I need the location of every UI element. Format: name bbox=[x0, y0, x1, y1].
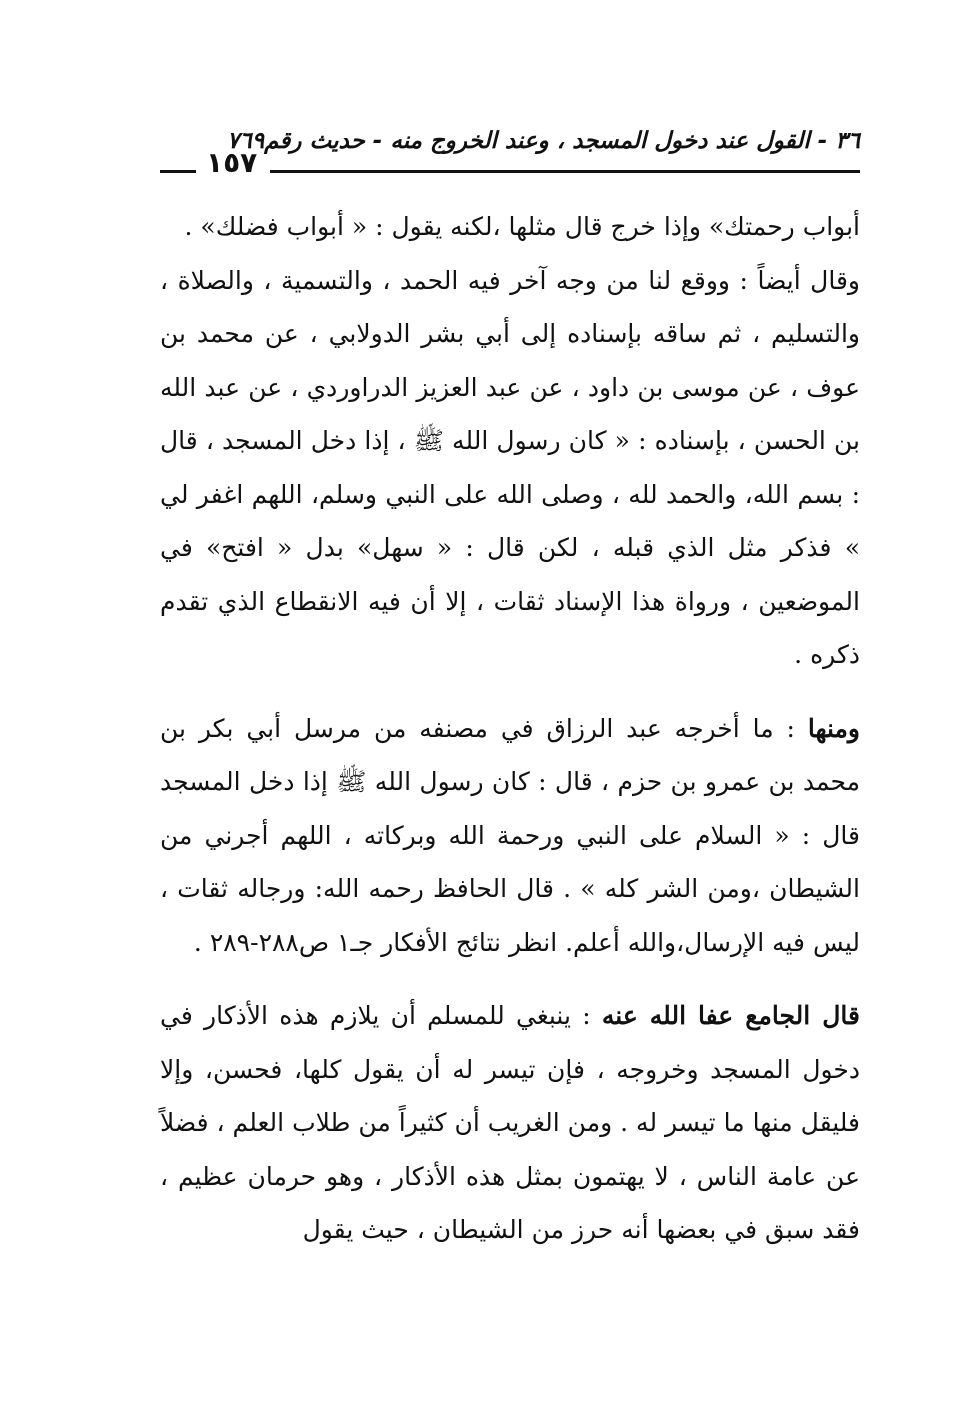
paragraph-4 bbox=[160, 989, 860, 1257]
running-title: ٣٦ - القول عند دخول المسجد ، وعند الخروج منه - حديث رقم٧٦٩ bbox=[227, 128, 860, 154]
paragraph-3-lead: ومنها bbox=[807, 713, 860, 743]
paragraph-1: أبواب رحمتك» وإذا خرج قال مثلها ،لكنه يقول : « أبواب فضلك» . bbox=[184, 212, 860, 241]
paragraph-3-text: : ما أخرجه عبد الرزاق في مصنفه من مرسل أبي بكر بن محمد بن عمرو بن حزم ، قال : كان رسول الله ﷺ إذا دخل المسجد قال : « السلام على النبي ورحمة الله وبركاته ، اللهم أجرني من الشيطان ،ومن الشر كله » . قال الحافظ رحمه الله: ورجاله ثقات ، ليس فيه الإرسال،والله أعلم. انظر نتائج الأفكار جـ١ ص٢٨٨-٢٨٩ . bbox=[160, 713, 860, 957]
header-rule bbox=[270, 170, 860, 173]
page-header bbox=[160, 128, 860, 184]
paragraph-4-lead: قال الجامع عفا الله عنه bbox=[601, 1001, 860, 1030]
page-number: ١٥٧ bbox=[206, 146, 258, 179]
main-text bbox=[160, 200, 860, 1257]
paragraph-4-text: : ينبغي للمسلم أن يلازم هذه الأذكار في دخول المسجد وخروجه ، فإن تيسر له أن يقول كلها، فحسن، وإلا فليقل منها ما تيسر له . ومن الغريب أن كثيراً من طلاب العلم ، فضلاً عن عامة الناس ، لا يهتمون بمثل هذه الأذكار ، وهو حرمان عظيم ، فقد سبق في بعضها أنه حرز من الشيطان ، حيث يقول bbox=[160, 1001, 860, 1244]
paragraph-3 bbox=[160, 702, 860, 970]
paragraph-gap bbox=[160, 682, 860, 702]
paragraph-gap bbox=[160, 969, 860, 989]
paragraph-2: وقال أيضاً : ووقع لنا من وجه آخر فيه الحمد ، والتسمية ، والصلاة ، والتسليم ، ثم ساقه بإسناده إلى أبي بشر الدولابي ، عن محمد بن عوف ، عن موسى بن داود ، عن عبد العزيز الدراوردي ، عن عبد الله بن الحسن ، بإسناده : « كان رسول الله ﷺ ، إذا دخل المسجد ، قال : بسم الله، والحمد لله ، وصلى الله على النبي وسلم، اللهم اغفر لي » فذكر مثل الذي قبله ، لكن قال : « سهل» بدل « افتح» في الموضعين ، ورواة هذا الإسناد ثقات ، إلا أن فيه الانقطاع الذي تقدم ذكره . bbox=[160, 265, 860, 669]
page-number-dash bbox=[160, 170, 196, 173]
